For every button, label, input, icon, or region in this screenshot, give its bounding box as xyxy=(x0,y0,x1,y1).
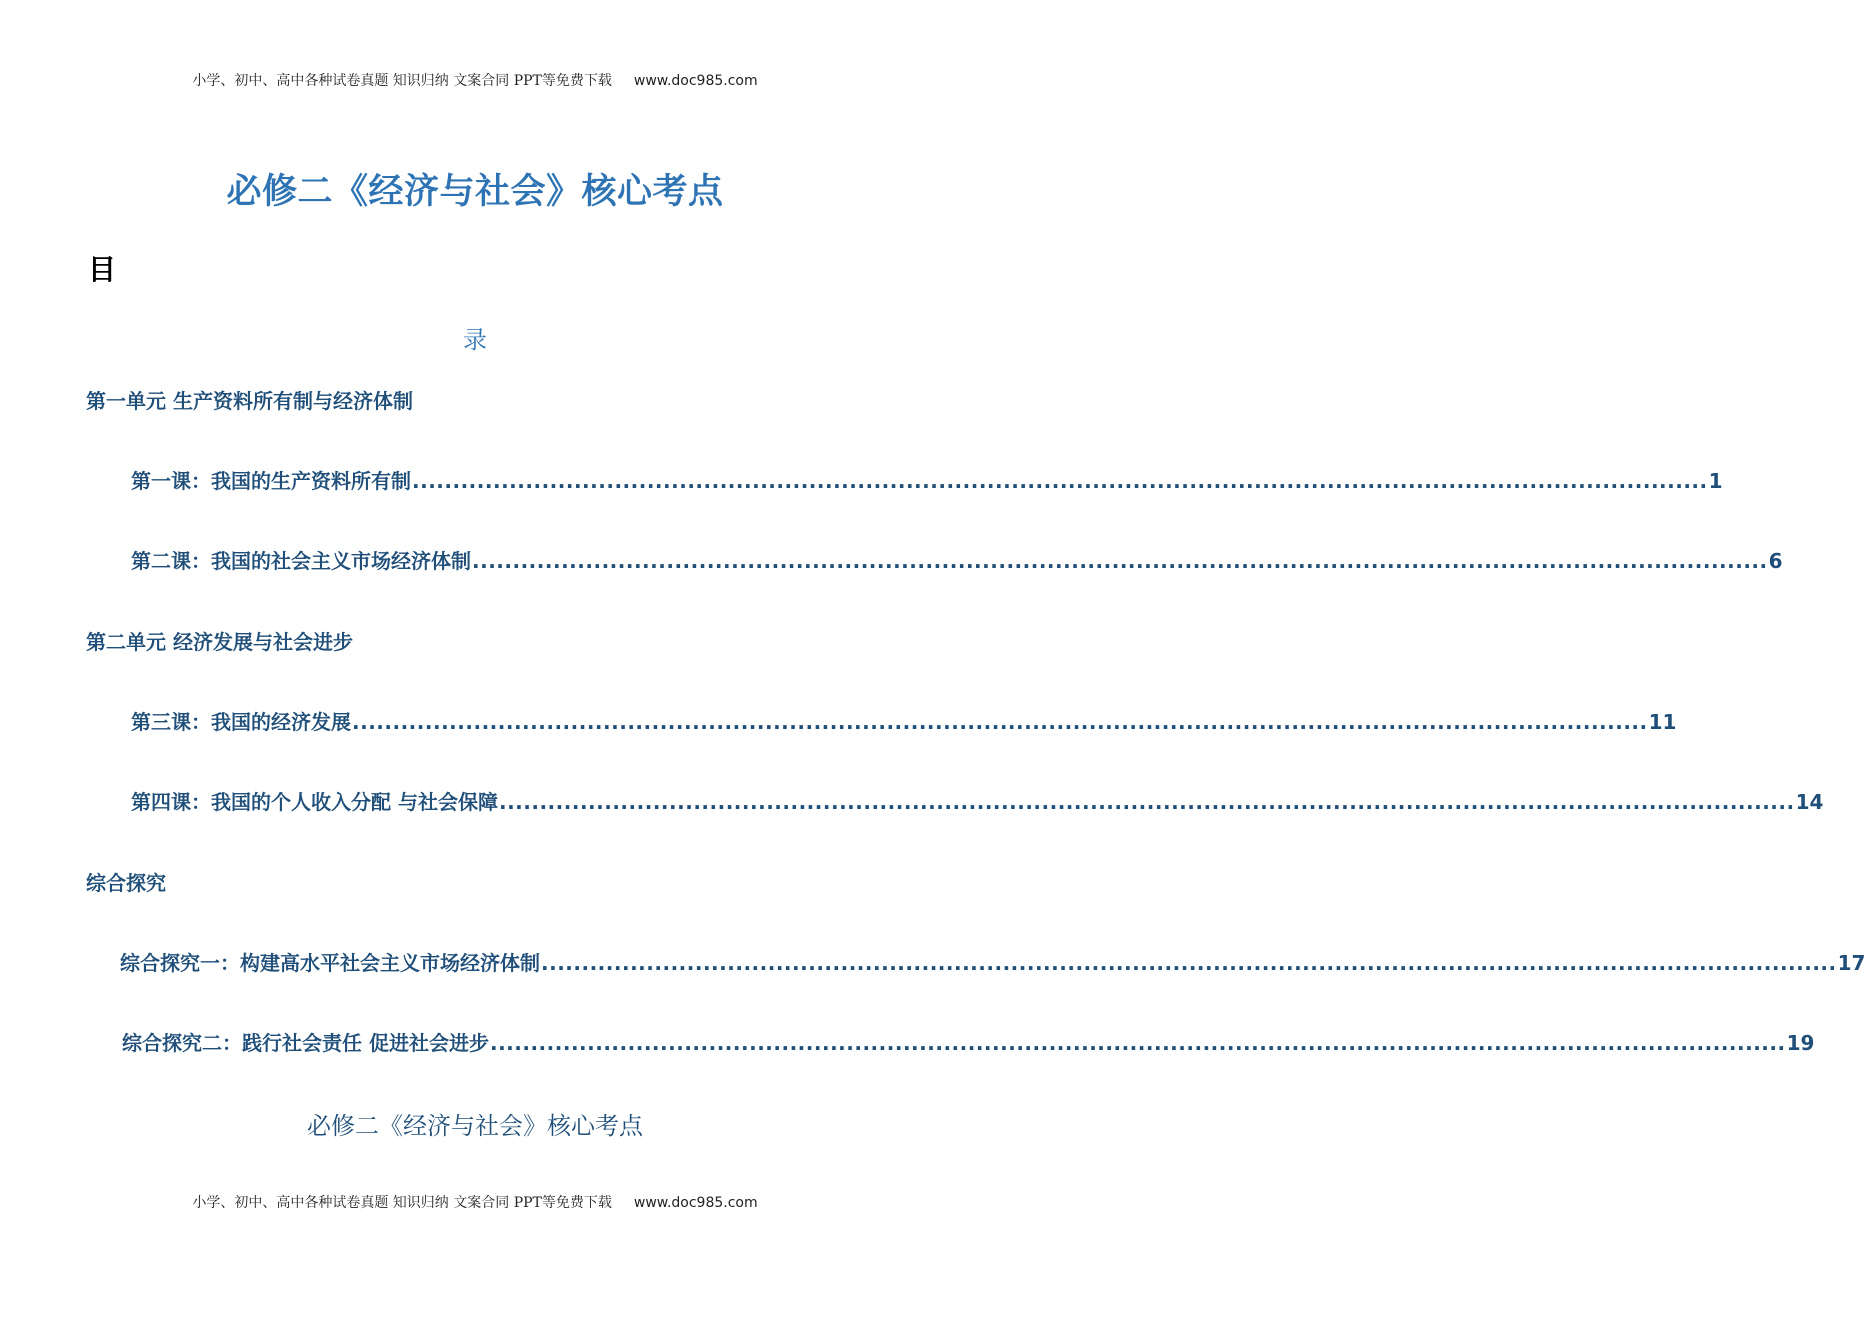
toc-entry-title: 第一课：我国的生产资料所有制 xyxy=(131,469,411,493)
toc-heading-mu: 目 xyxy=(88,253,117,286)
toc-dot-leader: ................................................................................................................................................................ xyxy=(472,549,1768,573)
toc-entry-page: 14 xyxy=(1795,790,1824,814)
toc-entry-title: 综合探究一：构建高水平社会主义市场经济体制 xyxy=(120,951,540,975)
document-title: 必修二《经济与社会》核心考点 xyxy=(226,172,724,212)
toc-entry-lesson-2[interactable] xyxy=(131,545,1783,574)
toc-entry-inquiry-1[interactable] xyxy=(120,947,1865,976)
page-footer xyxy=(0,1192,950,1212)
toc-entry-inquiry-2[interactable] xyxy=(122,1027,1815,1056)
footer-url[interactable]: www.doc985.com xyxy=(633,1195,758,1211)
toc-entry-lesson-1[interactable] xyxy=(131,465,1723,494)
toc-entry-title: 第二课：我国的社会主义市场经济体制 xyxy=(131,549,471,573)
footer-text: 小学、初中、高中各种试卷真题 知识归纳 文案合同 PPT等免费下载 xyxy=(192,1195,612,1211)
toc-unit-2[interactable]: 第二单元 经济发展与社会进步 xyxy=(86,630,353,654)
toc-entry-title: 第四课：我国的个人收入分配 与社会保障 xyxy=(131,790,498,814)
page-header xyxy=(0,70,950,90)
toc-entry-page: 17 xyxy=(1837,951,1865,975)
header-text: 小学、初中、高中各种试卷真题 知识归纳 文案合同 PPT等免费下载 xyxy=(192,73,612,89)
toc-unit-1[interactable]: 第一单元 生产资料所有制与经济体制 xyxy=(86,389,413,413)
toc-unit-3[interactable]: 综合探究 xyxy=(86,871,166,895)
toc-dot-leader: ................................................................................................................................................................ xyxy=(498,790,1795,814)
header-url[interactable]: www.doc985.com xyxy=(633,73,758,89)
toc-entry-page: 6 xyxy=(1768,549,1783,573)
section-title: 必修二《经济与社会》核心考点 xyxy=(307,1112,643,1140)
toc-entry-page: 11 xyxy=(1648,710,1677,734)
toc-dot-leader: ................................................................................................................................................................ xyxy=(352,710,1648,734)
toc-dot-leader: ................................................................................................................................................................ xyxy=(412,469,1708,493)
toc-dot-leader: ................................................................................................................................................................ xyxy=(541,951,1837,975)
toc-entry-lesson-3[interactable] xyxy=(131,706,1677,735)
toc-entry-page: 19 xyxy=(1786,1031,1815,1055)
toc-entry-title: 第三课：我国的经济发展 xyxy=(131,710,351,734)
toc-entry-lesson-4[interactable] xyxy=(131,786,1824,815)
toc-heading-lu: 录 xyxy=(463,326,487,354)
toc-entry-title: 综合探究二：践行社会责任 促进社会进步 xyxy=(122,1031,489,1055)
toc-entry-page: 1 xyxy=(1708,469,1723,493)
toc-dot-leader: ................................................................................................................................................................ xyxy=(489,1031,1786,1055)
